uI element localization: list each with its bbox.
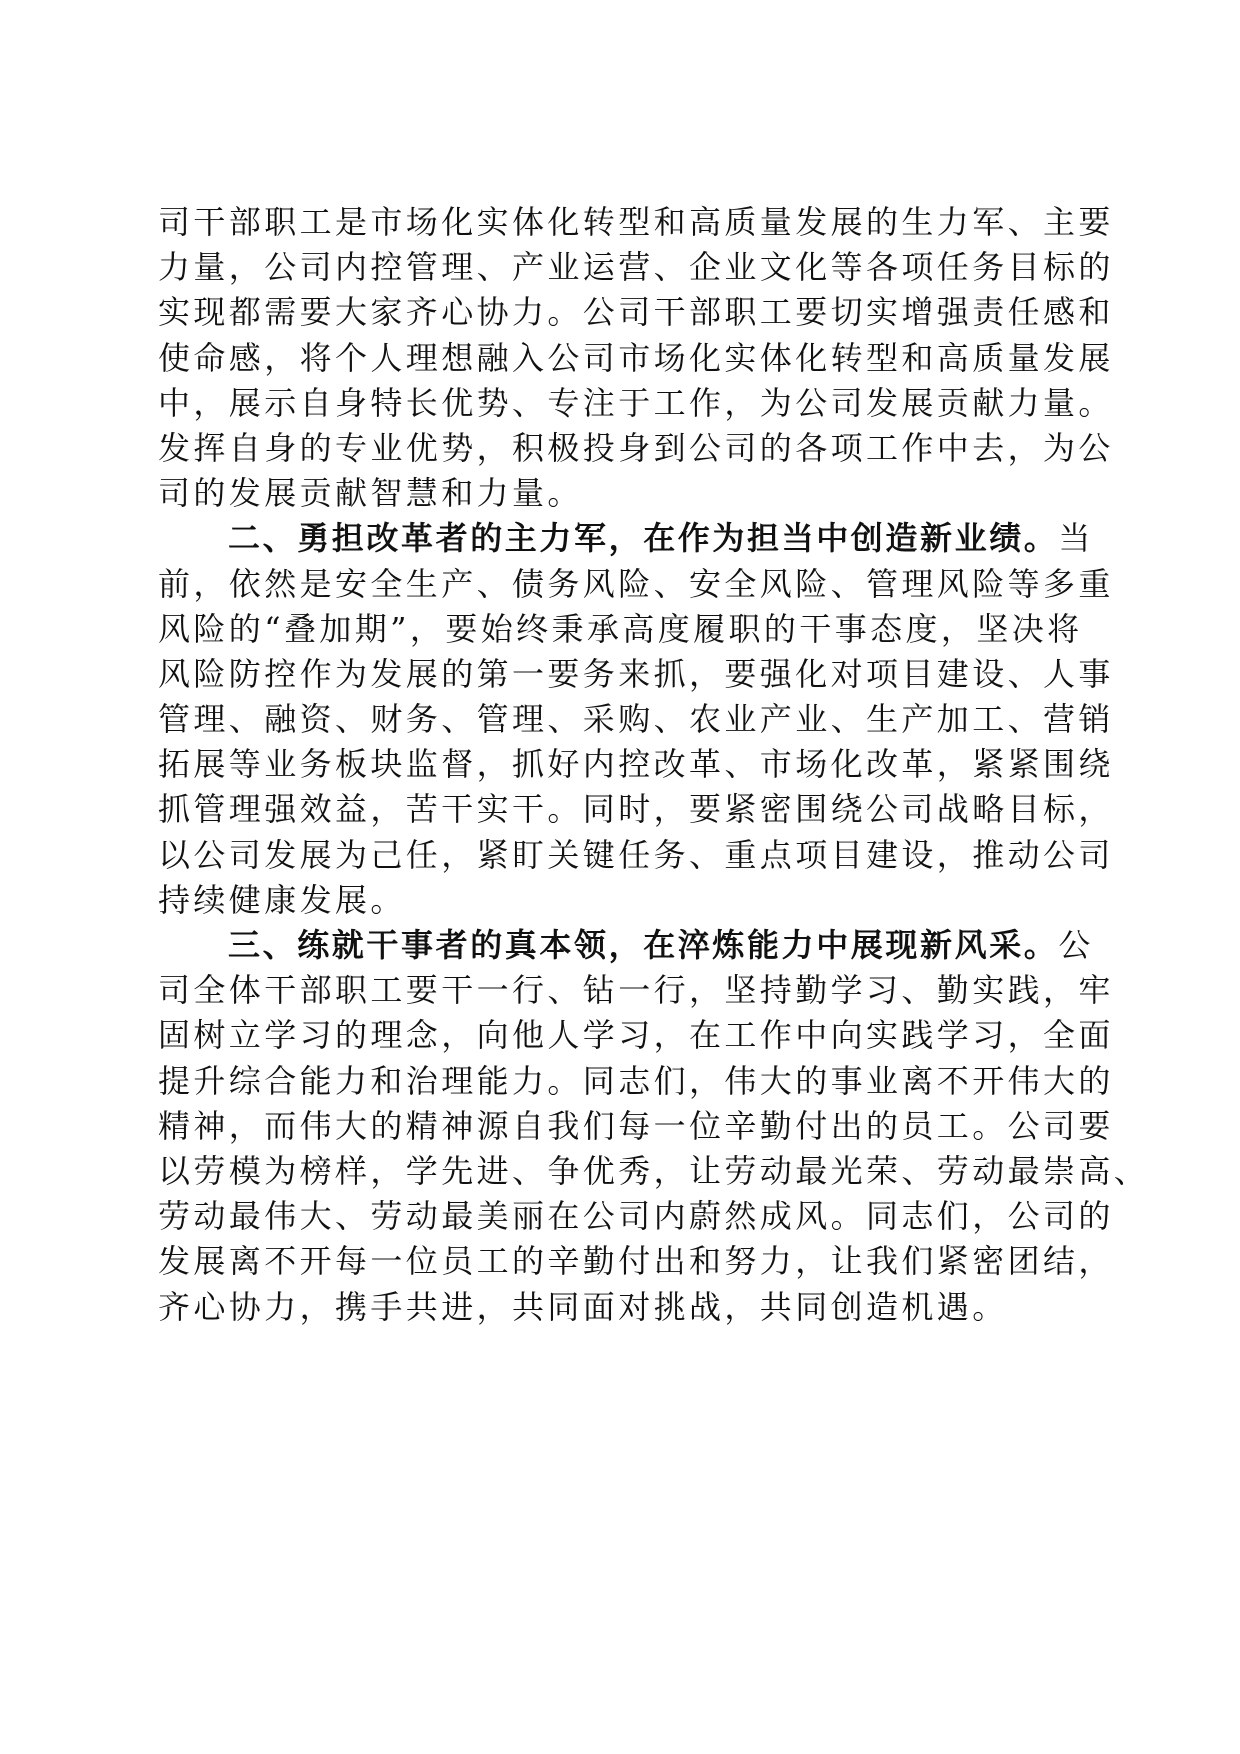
paragraph-1 xyxy=(158,200,1114,516)
text-line: 司的发展贡献智慧和力量。 xyxy=(158,474,583,513)
text-line: 风险的“叠加期”，要始终秉承高度履职的干事态度，坚决将 xyxy=(158,609,1083,648)
text-line: 力量，公司内控管理、产业运营、企业文化等各项任务目标的 xyxy=(158,248,1114,287)
paragraph-3 xyxy=(158,923,1150,1330)
text-line: 以劳模为榜样，学先进、争优秀，让劳动最光荣、劳动最崇高、 xyxy=(158,1151,1150,1190)
text-line: 前，依然是安全生产、债务风险、安全风险、管理风险等多重 xyxy=(158,564,1114,603)
text-line: 实现都需要大家齐心协力。公司干部职工要切实增强责任感和 xyxy=(158,293,1114,332)
text-line: 司全体干部职工要干一行、钻一行，坚持勤学习、勤实践，牢 xyxy=(158,971,1114,1010)
text-line: 拓展等业务板块监督，抓好内控改革、市场化改革，紧紧围绕 xyxy=(158,745,1114,784)
first-line-rest: 当 xyxy=(1058,519,1094,558)
paragraph-3-first-line xyxy=(158,923,1094,968)
text-line: 风险防控作为发展的第一要务来抓，要强化对项目建设、人事 xyxy=(158,654,1114,693)
first-line-rest: 公 xyxy=(1058,926,1094,964)
section-heading-2: 二、勇担改革者的主力军，在作为担当中创造新业绩。 xyxy=(228,519,1059,558)
text-line: 发展离不开每一位员工的辛勤付出和努力，让我们紧密团结， xyxy=(158,1242,1114,1281)
paragraph-2 xyxy=(158,516,1114,923)
text-line: 提升综合能力和治理能力。同志们，伟大的事业离不开伟大的 xyxy=(158,1061,1114,1100)
text-line: 抓管理强效益，苦干实干。同时，要紧密围绕公司战略目标， xyxy=(158,790,1114,829)
text-line: 以公司发展为己任，紧盯关键任务、重点项目建设，推动公司 xyxy=(158,835,1114,874)
text-line: 精神，而伟大的精神源自我们每一位辛勤付出的员工。公司要 xyxy=(158,1106,1114,1145)
text-line: 齐心协力，携手共进，共同面对挑战，共同创造机遇。 xyxy=(158,1287,1008,1326)
text-line: 发挥自身的专业优势，积极投身到公司的各项工作中去，为公 xyxy=(158,428,1114,467)
paragraph-2-first-line xyxy=(158,516,1094,561)
text-line: 司干部职工是市场化实体化转型和高质量发展的生力军、主要 xyxy=(158,203,1114,241)
text-line: 管理、融资、财务、管理、采购、农业产业、生产加工、营销 xyxy=(158,700,1114,739)
document-body xyxy=(158,200,1150,1330)
text-line: 中，展示自身特长优势、专注于工作，为公司发展贡献力量。 xyxy=(158,383,1114,422)
section-heading-3: 三、练就干事者的真本领，在淬炼能力中展现新风采。 xyxy=(228,926,1059,964)
text-line: 固树立学习的理念，向他人学习，在工作中向实践学习，全面 xyxy=(158,1016,1114,1055)
text-line: 持续健康发展。 xyxy=(158,880,406,919)
text-line: 劳动最伟大、劳动最美丽在公司内蔚然成风。同志们，公司的 xyxy=(158,1197,1114,1236)
text-line: 使命感，将个人理想融入公司市场化实体化转型和高质量发展 xyxy=(158,338,1114,377)
